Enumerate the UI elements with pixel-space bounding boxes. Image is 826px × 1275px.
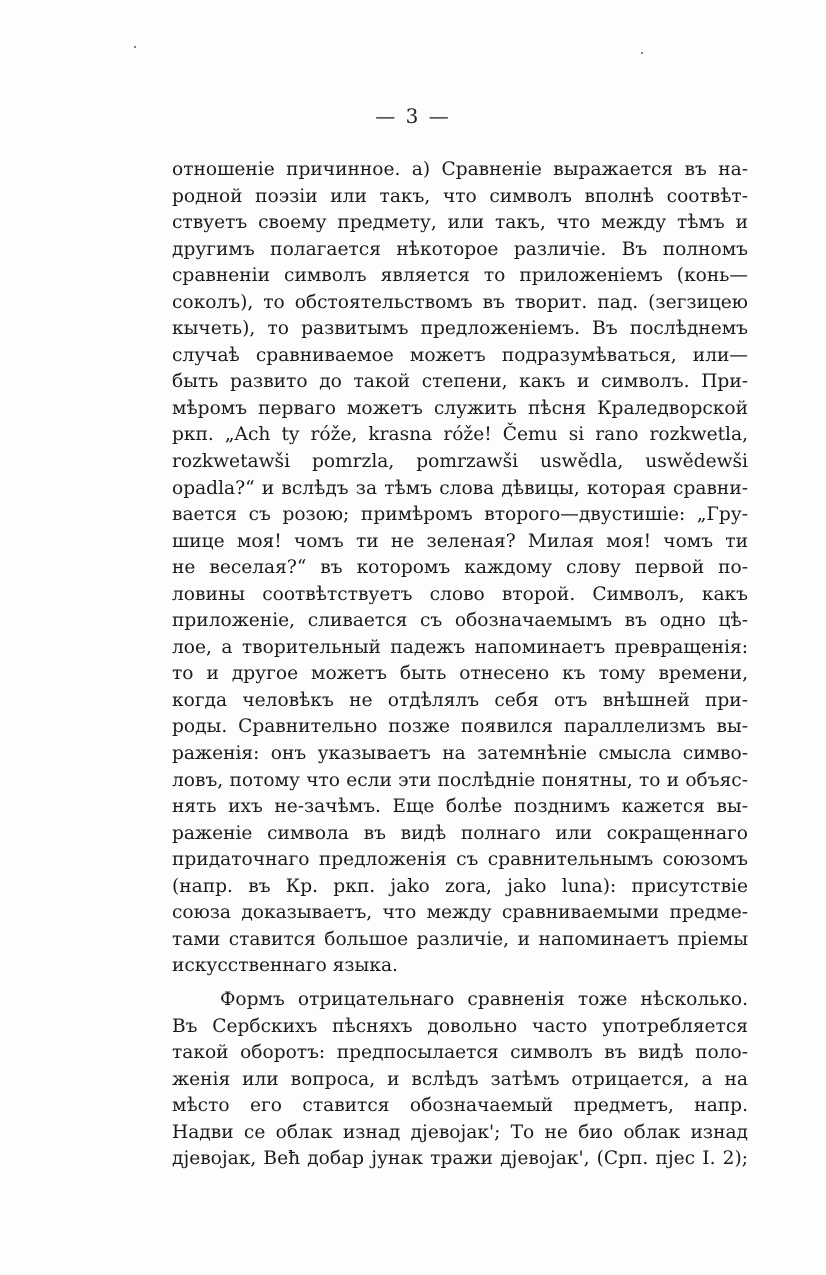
text-line: (напр. въ Кр. ркп. jako zora, jako luna): присутствіе xyxy=(172,875,748,897)
scan-speck xyxy=(134,46,136,48)
text-line: быть развито до такой степени, какъ и символъ. При- xyxy=(172,371,748,393)
text-line: случаѣ сравниваемое можетъ подразумѣваться, или— xyxy=(172,344,748,366)
text-line: не веселая?“ въ которомъ каждому слову первой по- xyxy=(172,557,748,579)
text-line: отношеніе причинное. а) Сравненіе выражается въ на- xyxy=(172,159,748,180)
text-line: раженія: онъ указываетъ на затемнѣніе смысла симво- xyxy=(172,743,748,765)
text-line: ловины соотвѣтствуетъ слово второй. Символъ, какъ xyxy=(172,583,748,605)
text-line: нять ихъ не-зачѣмъ. Еще болѣе позднимъ кажется вы- xyxy=(172,796,748,818)
text-line: раженіе символа въ видѣ полнаго или сокращеннаго xyxy=(172,822,748,844)
text-line: Въ Сербскихъ пѣсняхъ довольно часто употребляется xyxy=(172,1015,748,1037)
text-line: ловъ, потому что если эти послѣдніе понятны, то и объяс- xyxy=(172,769,748,791)
text-line: opadla?“ и вслѣдъ за тѣмъ слова дѣвицы, которая сравни- xyxy=(172,477,748,499)
text-line: родной поэзіи или такъ, что символъ вполнѣ соотвѣт- xyxy=(172,185,748,207)
text-line: союза доказываетъ, что между сравниваемыми предме- xyxy=(172,902,748,924)
text-line: тами ставится большое различіе, и напоминаетъ пріемы xyxy=(172,928,748,950)
text-line: мѣсто его ставится обозначаемый предметъ, напр. xyxy=(172,1095,748,1117)
text-line: ствуетъ своему предмету, или такъ, что между тѣмъ и xyxy=(172,212,748,234)
text-line: женія или вопроса, и вслѣдъ затѣмъ отрицается, а на xyxy=(172,1068,748,1090)
paragraph-gap xyxy=(172,980,748,987)
text-line: другимъ полагается нѣкоторое различіе. Въ полномъ xyxy=(172,238,748,260)
text-line: такой оборотъ: предпосылается символъ въ видѣ поло- xyxy=(172,1042,748,1064)
text-line: роды. Сравнительно позже появился параллелизмъ вы- xyxy=(172,716,748,738)
text-line: приложеніе, сливается съ обозначаемымъ въ одно цѣ- xyxy=(172,610,748,632)
text-line: шице моя! чомъ ти не зеленая? Милая моя! чомъ ти xyxy=(172,530,748,552)
body-text xyxy=(172,157,748,1173)
text-line: когда человѣкъ не отдѣлялъ себя отъ внѣшней при- xyxy=(172,689,748,711)
text-line: мѣромъ перваго можетъ служить пѣсня Краледворской xyxy=(172,397,748,419)
text-line: дjевоjак, Веħ добар jунак тражи дjевоjак', (Срп. пjес I. 2); xyxy=(172,1148,748,1170)
text-line: rozkwetawši pomrzla, pomrzawši uswědla, uswědewši xyxy=(172,451,748,473)
text-line: ркп. „Ach ty róže, krasna róže! Čemu si rano rozkwetla, xyxy=(172,424,748,446)
text-line: кычеть), то развитымъ предложеніемъ. Въ послѣднемъ xyxy=(172,318,748,340)
text-line: Надви се облак изнад дjевоjак'; То не био облак изнад xyxy=(172,1121,748,1143)
text-line: сравненіи символъ является то приложеніемъ (конь— xyxy=(172,265,748,287)
text-line: лое, а творительный падежъ напоминаетъ превращенія: xyxy=(172,636,748,658)
text-line: искусственнаго языка. xyxy=(172,955,398,977)
text-line: соколъ), то обстоятельствомъ въ творит. пад. (зегзицею xyxy=(172,291,748,313)
text-line: то и другое можетъ быть отнесено къ тому времени, xyxy=(172,663,748,685)
page-number: — 3 — xyxy=(375,104,451,128)
text-line: вается съ розою; примѣромъ второго—двустишіе: „Гру- xyxy=(172,504,748,526)
text-line: придаточнаго предложенія съ сравнительнымъ союзомъ xyxy=(172,849,748,871)
text-line: Формъ отрицательнаго сравненія тоже нѣсколько. xyxy=(220,988,748,1010)
paragraph-1 xyxy=(172,157,748,980)
paragraph-2 xyxy=(172,987,748,1173)
scan-speck xyxy=(641,52,643,54)
